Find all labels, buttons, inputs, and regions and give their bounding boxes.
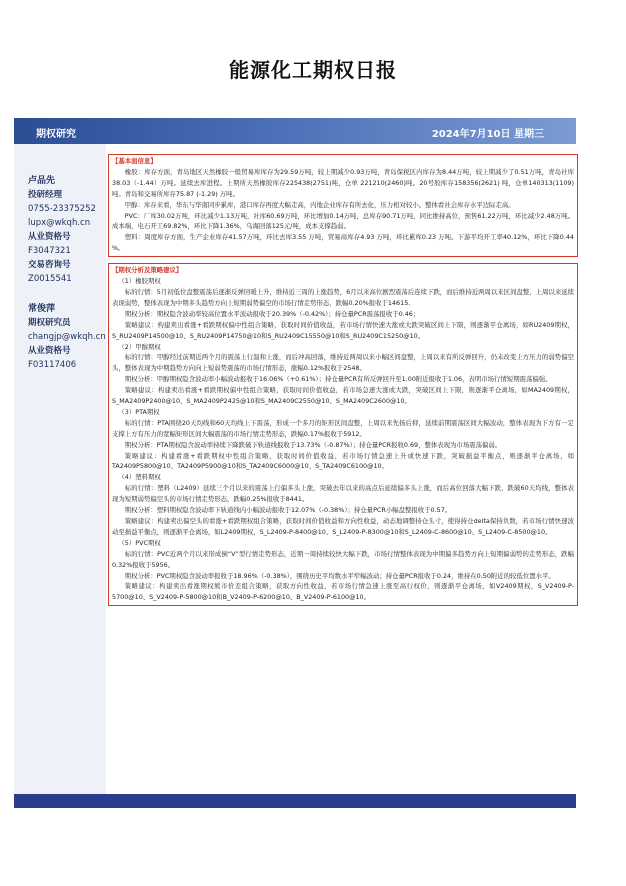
option-heading: （4）塑料期权 [118,473,161,482]
footer-bar [14,794,576,808]
paragraph: 塑料：周度库存方面，生产企业库存41.57万吨，环比去库3.55 万吨，贸易商库存4.93 万吨，环比累库0.23 万吨。下游平均开工率40.12%，环比下降0.44 %。 [112,233,574,253]
analyst-card [28,302,106,372]
paragraph: 标的行情：PVC近两个月以来形成倒“V”型行情走势形态，近期一周持续较快大幅下跌，市场行情整体表现为中期偏多趋势方向上短期偏弱势的走势形态，跌幅0.32%报收于5956。 [112,549,574,569]
analyst-card [28,174,96,286]
section-heading: 【基本面信息】 [112,157,157,165]
paragraph: 期权分析：PVC期权隐含波动率报收于18.96%（-0.38%），围绕历史平均数水平窄幅波动；持仓量PCR报收于0.24，维持在0.50附近的较低位置水平。 [124,571,555,580]
paragraph: 策略建议：构建卖出看涨+看跌期权偏中性组合策略，获取时间价值收益，若市场急速大涨或大跌，突破区间上下限，则逐渐平仓离场，如MA2409期权，S_MA2409P2400@10、S_MA2409P2425@10和S_MA2409C2550@10、S_MA2409C2600@10。 [112,386,574,406]
banner-category: 期权研究 [36,129,76,140]
paragraph: 标的行情：塑料（L2409）延续三个月以来的震荡上行偏多头上涨，突破去年以来的高点后延续偏多头上涨，而后高位回落大幅下跌，跌破60天均线，整体表现为短期弱势偏空头的市场行情走势形态，跌幅0.25%报收于8441。 [112,484,574,504]
paragraph: 期权分析：期权隐含波动率较高位置水平波动报收于20.39%（-0.42%）；持仓量PCR震荡报收于0.46； [124,309,420,318]
strategy-section [108,263,578,606]
paragraph: 策略建议：构建卖出看涨+看跌期权偏中性组合策略，获取时间价值收益，若市场行情快速大涨或大跌突破区间上下限，则逐渐平仓离场，如RU2409期权，S_RU2409P14500@10、S_RU2409P14750@10和S_RU2409C15550@10和S_RU2409C15250@10。 [112,320,574,340]
report-content [108,154,578,612]
analyst-email[interactable]: lupx@wkqh.cn [28,218,91,228]
paragraph: 甲醇：库存来看，华东与华南同步累库，港口库存再度大幅走高，内地企业库存有所去化，压力相对较小。整体看社会库存水平边际走高。 [124,200,515,209]
cert-number: F3047321 [28,246,71,256]
paragraph: 期权分析：塑料期权隐含波动率下轨道线内小幅波动报收于12.07%（-0.38%）；持仓量PCR小幅盘整报收于0.57。 [124,506,452,515]
paragraph: PVC：厂库30.02万吨，环比减少1.13万吨，社库60.69万吨，环比增加0.14万吨，总库存90.71万吨，同比维持高位，预售61.22万吨，环比减少2.48万吨。成本端，电石开工69.82%，环比下降1.36%，乌海回落125元/吨，成本支撑趋弱。 [112,211,574,231]
option-heading: （2）甲醇期权 [118,342,161,351]
option-heading: （1）橡胶期权 [118,277,161,286]
analyst-role: 期权研究员 [28,318,71,328]
cert-label: 从业资格号 [28,232,71,242]
paragraph: 期权分析：甲醇期权隐含波动率小幅波动报收于16.06%（+0.61%）；持仓量PCR有所反弹回升至1.00附近报收于1.06，表明市场行情短期震荡偏强。 [124,375,552,384]
analyst-email[interactable]: changjp@wkqh.cn [28,332,106,342]
paragraph: 策略建议：构建卖出看涨期权熊市价差组合策略，获取方向性收益，若市场行情急速上涨至高行权价，则逐渐平仓离场，如V2409期权，S_V2409-P-5700@10、S_V2409-P-5800@10和B_V2409-P-6200@10、B_V2409-P-6100@10。 [112,582,574,602]
paragraph: 策略建议：构建看涨+看跌期权中性组合策略，获取时间价值收益，若市场行情急速上升或快速下跌，突破损益平衡点，则逐渐平仓离场，如TA2409P5800@10、TA2409P5900@10和S_TA2409C6000@10、S_TA2409C6100@10。 [112,451,574,471]
section-heading: 【期权分析及策略建议】 [112,266,183,275]
option-heading: （5）PVC期权 [118,538,161,547]
cert-number: F03117406 [28,360,77,370]
report-title: 能源化工期权日报 [229,58,397,82]
fundamentals-section [108,154,578,257]
analyst-sidebar [14,144,106,794]
consult-number: Z0015541 [28,274,72,284]
paragraph: 标的行情：5月初低位盘整震荡后逐渐反弹回暖上升，维持近三周的上涨趋势，6月以来高位剧烈震荡后连续下跌，而后维持近两周以来区间盘整，上周以来延续表现弱势，整体表现为中期多头趋势方向上短期弱势偏空的市场行情走势形态，跌幅0.20%报收于14615. [112,287,574,307]
consult-label: 交易咨询号 [28,260,71,270]
cert-label: 从业资格号 [28,346,71,356]
option-heading: （3）PTA期权 [118,407,160,416]
analyst-name: 常俊萍 [28,304,56,314]
analyst-name: 卢品先 [28,176,56,186]
analyst-role: 投研经理 [28,190,63,200]
paragraph: 策略建议：构建卖出偏空头的看涨+看跌期权组合策略，获取时间价值收益和方向性收益，动态地调整持仓头寸，使得持仓delta保持负数，若市场行情快速波动至损益平衡点，则逐渐平仓离场，如L2409期权，S_L2409-P-8400@10、S_L2409-P-8300@10和S_L2409-C-8600@10、S_L2409-C-8500@10。 [112,517,574,536]
paragraph: 标的行情：PTA围绕20天均线和60天均线上下震荡，形成一个多月的矩形区间盘整，上周以来先扬后抑，延续前期震荡区间大幅波动，整体表现为下方有一定支撑上方有压力的宽幅矩形区间大幅震荡的市场行情走势形态，跌幅0.17%报收于5912。 [112,418,574,438]
paragraph: 期权分析：PTA期权隐含波动率持续下降跌破下轨道线报收于13.73%（-0.87%）；持仓量PCR报收0.69，整体表现为市场震荡偏弱。 [124,440,502,449]
banner-date: 2024年7月10日 星期三 [431,129,544,140]
analyst-phone: 0755-23375252 [28,204,96,214]
paragraph: 橡胶：库存方面，青岛地区天然橡胶一般贸易库库存为29.59万吨，较上期减少0.93万吨，青岛保税区内库存为8.44万吨，较上期减少了0.51万吨，青岛社库38.03（-1.44）万吨。延续去库进程。上期所天然橡胶库存225438(2751)吨，仓单 221210(2460)吨。20号胶库存158356(2621) 吨，仓单140313(1109)吨。青岛和交易所库存75.87 (-1.29) 万吨。 [112,167,574,198]
paragraph: 标的行情：甲醇经过前期近两个月的震荡上行温和上涨，而后冲高回落，维持近两周以来小幅区间盘整，上周以来有所反弹回升，仍未改变上方压力的弱势偏空头，整体表现为中期趋势方向向上短弱势震荡的市场行情形态，涨幅0.12%报收于2548。 [112,353,574,373]
header-banner [14,118,576,144]
